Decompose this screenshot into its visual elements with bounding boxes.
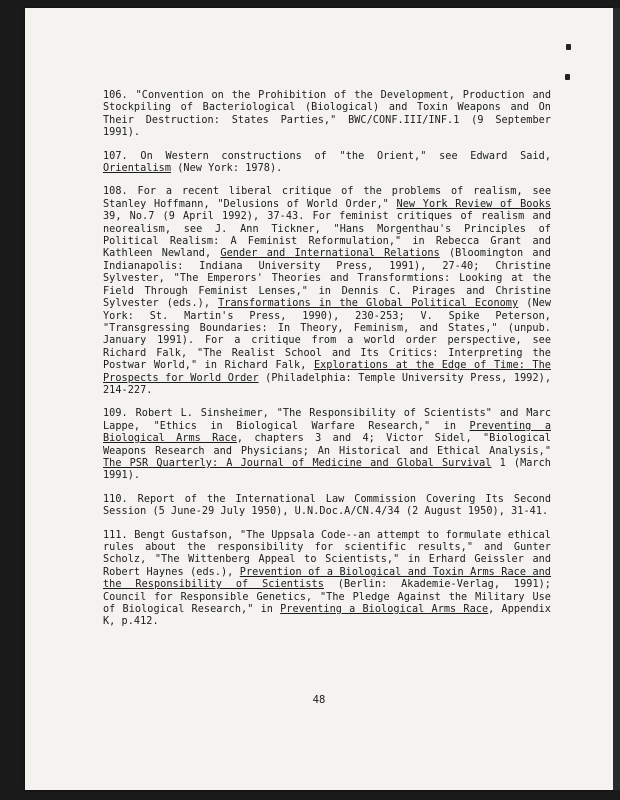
endnote-title-underlined: Preventing a Biological Arms Race bbox=[103, 420, 552, 445]
endnote-title-underlined: Gender and International Relations bbox=[220, 248, 440, 260]
scan-edge bbox=[613, 8, 620, 790]
endnote bbox=[103, 186, 551, 397]
endnote-text: , Appendix K, p.412. bbox=[103, 604, 551, 628]
punch-mark-icon bbox=[566, 44, 571, 50]
endnote bbox=[103, 151, 551, 176]
endnote-title-underlined: The PSR Quarterly: A Journal of Medicine and Global Survival bbox=[103, 457, 492, 469]
endnote-number: 111. bbox=[103, 529, 128, 541]
endnote-text: , chapters 3 and 4; Victor Sidel, "Biological Weapons Research and Physicians; An Historical and Ethical Analysis," bbox=[103, 433, 551, 457]
endnote-text: (New York: 1978). bbox=[171, 163, 283, 175]
endnote-title-underlined: Transformations in the Global Political Economy bbox=[218, 298, 519, 310]
endnote-title-underlined: Prevention of a Biological and Toxin Arms Race and the Responsibility of Scientists bbox=[103, 566, 551, 591]
endnote-text: 1 (March 1991). bbox=[103, 457, 551, 482]
endnotes-list bbox=[103, 90, 551, 640]
endnote bbox=[103, 90, 551, 140]
endnote-text: (Bloomington and Indianapolis: Indiana University Press, 1991), 27-40; Christine Sylvester, "The Emperors' Theories and Transformtions: Looking at the Field Through Feminist Lenses," in Dennis C. Pirages and Christine Sylvester (eds.), bbox=[103, 248, 551, 310]
endnote-number: 109. bbox=[103, 408, 128, 420]
endnote bbox=[103, 530, 551, 629]
endnote-title-underlined: Orientalism bbox=[103, 163, 172, 175]
endnote-text: Robert L. Sinsheimer, "The Responsibility of Scientists" and Marc Lappe, "Ethics in Biological Warfare Research," in bbox=[103, 408, 552, 432]
endnote-text: 39, No.7 (9 April 1992), 37-43. For feminist critiques of realism and neorealism, see J. Ann Tickner, "Hans Morgenthau's Principles of Political Realism: A Feminist Reformulation," in Rebecca Grant and Kathleen Newland, bbox=[103, 211, 551, 260]
endnote-title-underlined: New York Review of Books bbox=[396, 198, 551, 210]
endnote-number: 107. bbox=[103, 150, 128, 162]
endnote bbox=[103, 494, 551, 519]
endnote-text: On Western constructions of "the Orient," see Edward Said, bbox=[140, 150, 552, 162]
document-page bbox=[25, 8, 613, 790]
endnote-text: For a recent liberal critique of the problems of realism, see Stanley Hoffmann, "Delusions of World Order," bbox=[103, 186, 551, 210]
endnote-number: 106. bbox=[103, 90, 128, 101]
endnote-text: (Berlin: Akademie-Verlag, 1991); Council for Responsible Genetics, "The Pledge Against the Military Use of Biological Research," in bbox=[103, 579, 551, 616]
endnote-text: (Philadelphia: Temple University Press, 1992), 214-227. bbox=[103, 372, 551, 396]
endnote-text: Report of the International Law Commission Covering Its Second Session (5 June-29 July 1950), U.N.Doc.A/CN.4/34 (2 August 1950), 31-41. bbox=[103, 493, 551, 518]
endnote-title-underlined: Explorations at the Edge of Time: The Prospects for World Order bbox=[103, 360, 551, 384]
endnote-number: 108. bbox=[103, 186, 128, 198]
endnote-text: Bengt Gustafson, "The Uppsala Code--an attempt to formulate ethical rules about the responsibility for scientific results," and Gunter Scholz, "The Wittenberg Appeal to Scientists," in Erhard Geissler and Robert Haynes (eds.), bbox=[103, 529, 551, 578]
endnote-text: (New York: St. Martin's Press, 1990), 230-253; V. Spike Peterson, "Transgressing Boundaries: In Theory, Feminism, and States," (unpub. January 1991). For a critique from a world order perspective, see Richard Falk, "The Realist School and Its Critics: Interpreting the Postwar World," in Richard Falk, bbox=[103, 298, 551, 372]
endnote-number: 110. bbox=[103, 493, 128, 505]
endnote bbox=[103, 408, 551, 482]
endnote-title-underlined: Preventing a Biological Arms Race bbox=[280, 604, 489, 616]
endnote-text: "Convention on the Prohibition of the Development, Production and Stockpiling of Bacteriological (Biological) and Toxin Weapons and On Their Destruction: States Parties," BWC/CONF.III/INF.1 (9 September 1991). bbox=[103, 90, 552, 139]
punch-mark-icon bbox=[565, 74, 570, 80]
page-number: 48 bbox=[312, 694, 326, 706]
